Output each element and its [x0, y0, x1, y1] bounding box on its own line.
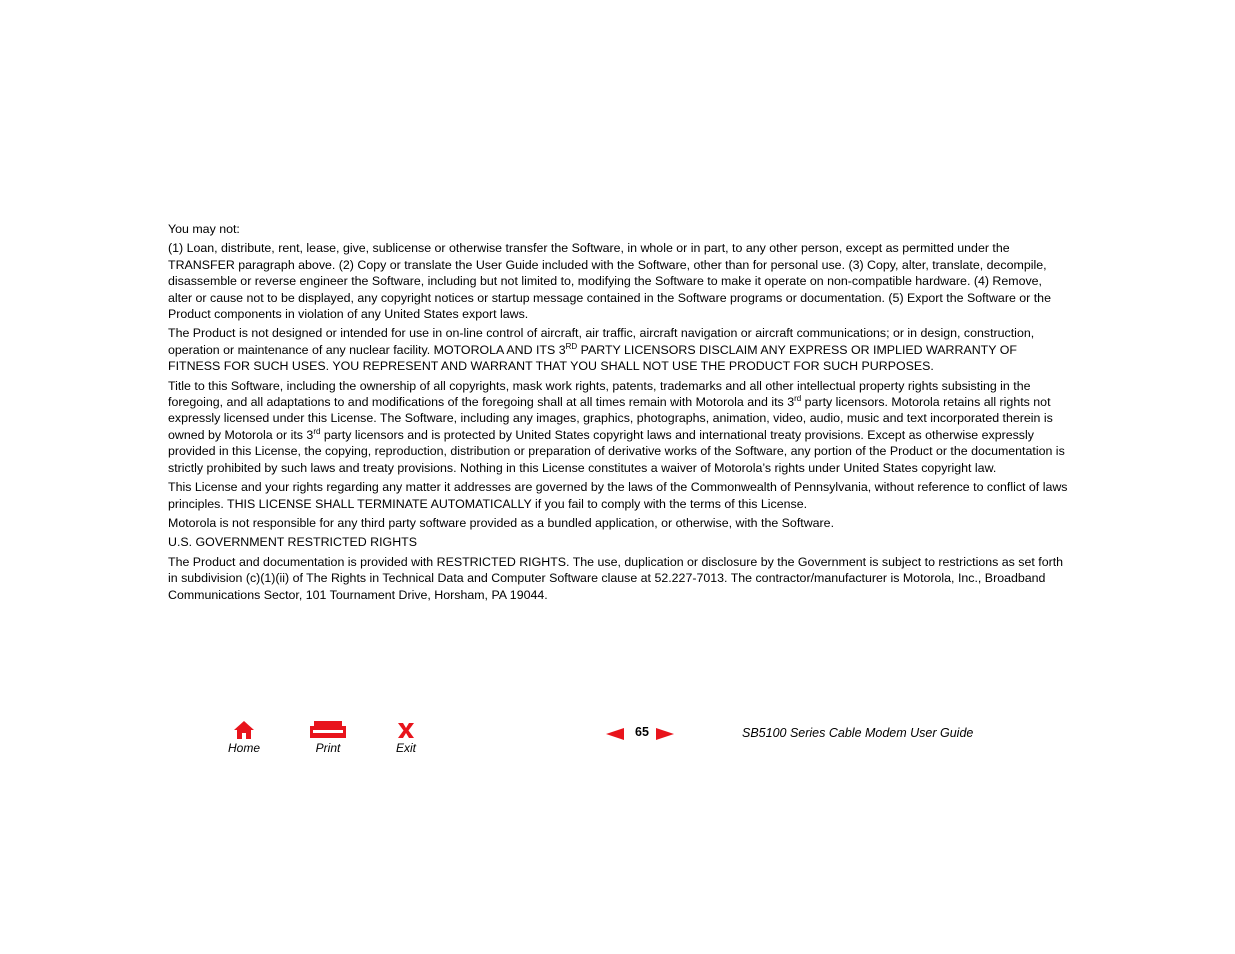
arrow-left-icon[interactable]	[606, 728, 624, 740]
text-run: Title to this Software, including the ownership of all copyrights, mask work rights, patents, trademarks and all other intellectual property rights subsisting in the foregoing, and all adaptations to and modifications of the foregoing shall at all times remain with Motorola and its 3	[168, 378, 1031, 410]
arrow-right-icon[interactable]	[656, 728, 674, 740]
paragraph-title	[168, 378, 1068, 476]
superscript: rd	[794, 394, 802, 404]
paragraph-high-risk-use	[168, 325, 1068, 374]
text-run: party licensors. Motorola retains all rights not expressly licensed under this License. The Software, including any images, graphics, photographs, animation, video, audio, music and text incorporated therein is owned by Motorola or its 3	[168, 395, 1053, 442]
text-run: The Product is not designed or intended for use in on-line control of aircraft, air traffic, aircraft navigation or aircraft communications; or in design, construction, operation or maintenance of any nuclear facility. MOTOROLA AND ITS 3	[168, 326, 1035, 357]
home-button[interactable]	[214, 720, 274, 756]
paragraph-third-party: Motorola is not responsible for any third party software provided as a bundled application, or otherwise, with the Software.	[168, 515, 835, 530]
print-button[interactable]	[298, 720, 358, 756]
text-run: party licensors and is protected by United States copyright laws and international treaty provisions. Except as otherwise expressly provided in this License, the copying, reproduction, distribution or preparation of derivative works of the Software, any portion of the Product or the documentation is strictly prohibited by such laws and treaty provisions. Nothing in this License constitutes a waiver of Motorola’s rights under United States copyright law.	[168, 427, 1065, 475]
exit-label: Exit	[395, 741, 416, 755]
paragraph-restricted-rights: The Product and documentation is provided with RESTRICTED RIGHTS. The use, duplication or disclosure by the Government is subject to restrictions as set forth in subdivision (c)(1)(ii) of The Rights in Technical Data and Computer Software clause at 52.227-7013. The contractor/manufacturer is Motorola, Inc., Broadband Communications Sector, 101 Tournament Drive, Horsham, PA 19044.	[168, 554, 1064, 602]
section-heading: U.S. GOVERNMENT RESTRICTED RIGHTS	[168, 535, 417, 550]
superscript: rd	[313, 426, 321, 436]
print-label: Print	[315, 741, 341, 755]
superscript: RD	[565, 341, 578, 351]
exit-button[interactable]	[376, 720, 436, 756]
paragraph-governing-law: This License and your rights regarding any matter it addresses are governed by the laws of the Commonwealth of Pennsylvania, without reference to conflict of laws principles. THIS LICENSE SHALL TERMINATE AUTOMATICALLY if you fail to comply with the terms of this License.	[168, 480, 1068, 511]
footer-nav	[0, 718, 1235, 758]
page-number: 65	[635, 725, 649, 739]
document-title: SB5100 Series Cable Modem User Guide	[742, 726, 974, 740]
text-run: PARTY LICENSORS DISCLAIM ANY EXPRESS OR IMPLIED WARRANTY OF FITNESS FOR SUCH USES. YOU REPRESENT AND WARRANT THAT YOU SHALL NOT USE THE PRODUCT FOR SUCH PURPOSES.	[168, 342, 1017, 374]
paragraph-intro: You may not:	[168, 222, 240, 236]
license-text	[168, 221, 1068, 606]
home-label: Home	[227, 741, 260, 755]
close-icon	[396, 720, 416, 740]
paragraph-restrictions: (1) Loan, distribute, rent, lease, give, sublicense or otherwise transfer the Software, in whole or in part, to any other person, except as permitted under the TRANSFER paragraph above. (2) Copy or translate the User Guide included with the Software, other than for personal use. (3) Copy, alter, translate, decompile, disassemble or reverse engineer the Software, including but not limited to, modifying the Software to make it operate on non-compatible hardware. (4) Remove, alter or cause not to be displayed, any copyright notices or startup message contained in the Software programs or documentation. (5) Export the Software or the Product components in violation of any United States export laws.	[168, 241, 1051, 322]
printer-icon	[310, 720, 346, 740]
page-navigator	[606, 725, 678, 743]
home-icon	[234, 720, 254, 740]
